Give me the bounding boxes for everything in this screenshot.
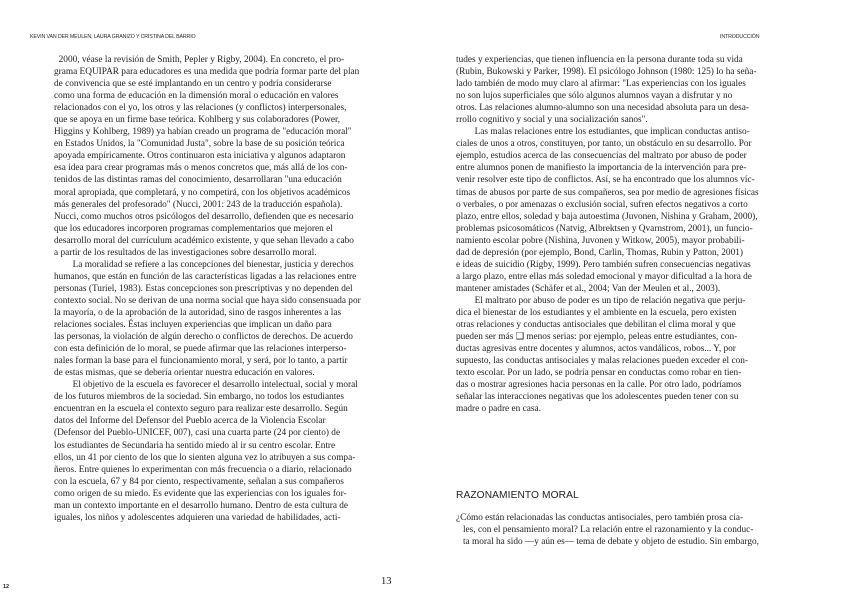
text-line: ñeros. Entre quienes lo experimentan con más frecuencia o a diario, relacionado	[54, 464, 352, 475]
text-line: esa idea para crear programas más o menos concretos que, más allá de los con-	[54, 163, 348, 174]
text-line: tudes y experiencias, que tienen influencia en la persona durante toda su vida	[456, 55, 743, 65]
text-line: datos del Informe del Defensor del Pueblo acerca de la Violencia Escolar	[54, 416, 326, 427]
text-line: las personas, la violación de algún derecho o conflictos de derechos. De acuerdo	[54, 332, 353, 343]
text-line: con la escuela, 67 y 84 por ciento, respectivamente, señalan a sus compañeros	[54, 476, 344, 487]
text-line: La moralidad se refiere a las concepciones del bienestar, justicia y derechos	[54, 259, 354, 270]
text-line: Las malas relaciones entre los estudiantes, que implican conductas antiso-	[456, 127, 750, 138]
text-line: señalar las interacciones negativas que los adolescentes pueden tener con su	[456, 392, 739, 403]
text-line: ejemplo, estudios acerca de las consecuencias del maltrato por abuso de poder	[456, 151, 747, 162]
text-line: en Estados Unidos, la "Comunidad Justa", sobre la base de su posición teórica	[54, 139, 345, 150]
text-line: (Rubin, Bukowski y Parker, 1998). El psicólogo Johnson (1980: 125) lo ha seña-	[456, 67, 757, 78]
text-line: Nucci, como muchos otros psicólogos del desarrollo, defienden que es necesario	[54, 211, 354, 222]
text-line: Higgins y Kohlberg, 1989) ya habían creado un programa de "educación moral"	[54, 127, 352, 138]
text-line: personas (Turiel, 1983). Estas concepciones son prescriptivas y no dependen del	[54, 283, 353, 294]
text-line: contexto social. No se derivan de una norma social que haya sido consensuada por	[54, 295, 361, 306]
text-line: con esta definición de lo moral, se puede afirmar que las relaciones interperso-	[54, 344, 347, 355]
text-line: das o mostrar agresiones hacia personas en la calle. Por otro lado, podríamos	[456, 380, 742, 391]
right-text-column	[456, 54, 759, 415]
running-header-chapter: INTRODUCCIÓN	[720, 34, 760, 40]
text-line: texto escolar. Por un lado, se podría pensar en conductas como robar en tien-	[456, 368, 742, 379]
text-line: ellos, un 41 por ciento de los que lo sienten alguna vez lo atribuyen a sus compa-	[54, 452, 356, 463]
text-line: entre alumnos ponen de manifiesto la importancia de la intervención para pre-	[456, 163, 747, 174]
text-line: supuesto, las conductas antisociales y malas relaciones pueden exceder el con-	[456, 356, 748, 367]
text-line: dica el bienestar de los estudiantes y el ambiente en la escuela, pero existen	[456, 307, 737, 318]
margin-page-number: 12	[3, 584, 10, 590]
text-line: ductas agresivas entre docentes y alumnos, actos vandálicos, robos... Y, por	[456, 344, 736, 355]
text-line: otras relaciones y conductas antisociales que debilitan el clima moral y que	[456, 320, 736, 331]
text-line: tenidos de las distintas ramas del conocimiento, desarrollaran "una educación	[54, 175, 342, 186]
running-header-authors: KEVIN VAN DER MEULEN, LAURA GRANIZO Y CRISTINA DEL BARRIO	[30, 34, 196, 40]
text-line: ciales de unos a otros, constituyen, por tanto, un obstáculo en su desarrollo. Por	[456, 139, 752, 150]
text-line: timas de abusos por parte de sus compañeros, sea por medio de agresiones físicas	[456, 187, 759, 198]
page-number: 13	[381, 576, 392, 587]
text-line: El maltrato por abuso de poder es un tipo de relación negativa que perju-	[456, 295, 746, 306]
text-line: a largo plazo, entre ellas más soledad emocional y mayor dificultad a la hora de	[456, 271, 752, 282]
text-line: más generales del profesorado" (Nucci, 2001: 243 de la traducción española).	[54, 199, 343, 210]
text-line: de convivencia que se esté implantando en un centro y podría considerarse	[54, 79, 332, 90]
text-line: los estudiantes de Secundaria ha sentido miedo al ir su centro escolar. Entre	[54, 440, 336, 451]
text-line: 2000, véase la revisión de Smith, Pepler y Rigby, 2004). En concreto, el pro-	[54, 55, 345, 65]
text-line: a partir de los resultados de las investigaciones sobre desarrollo moral.	[54, 247, 317, 258]
text-line: ¿Cómo están relacionadas las conductas antisociales, pero también prosa cia-	[456, 513, 744, 523]
text-line: apoyada empíricamente. Otros continuaron esta iniciativa y algunos adaptaron	[54, 151, 346, 162]
text-line: venir resolver este tipo de conflictos. Así, se ha encontrado que los alumnos víc-	[456, 175, 755, 186]
text-line: pueden ser más ❑ menos serias: por ejemplo, peleas entre estudiantes, con-	[456, 332, 738, 343]
text-line: la mayoría, o de la aprobación de la autoridad, sino de rasgos inherentes a las	[54, 307, 342, 318]
text-line: dad de depresión (por ejemplo, Bond, Carlin, Thomas, Rubin y Patton, 2001)	[456, 247, 743, 258]
text-line: o verbales, o por amenazas o exclusión social, sufren efectos negativos a corto	[456, 199, 748, 210]
text-line: (Defensor del Pueblo-UNICEF, 007), casi una cuarta parte (24 por ciento) de	[54, 428, 341, 439]
text-line: les, con el pensamiento moral? La relación entre el razonamiento y la conduc-	[456, 525, 754, 536]
text-line: de estas mismas, que se debería orientar nuestra educación en valores.	[54, 368, 315, 379]
text-line: como una forma de educación en la dimensión moral o educación en valores	[54, 91, 339, 102]
section-heading: RAZONAMIENTO MORAL	[456, 490, 579, 501]
text-line: relacionados con el yo, los otros y las relaciones (y conflictos) interpersonales,	[54, 103, 347, 114]
text-line: ta moral ha sido —y aún es— tema de debate y objeto de estudio. Sin embargo,	[456, 537, 759, 548]
text-line: madre o padre en casa.	[456, 404, 541, 415]
text-line: como origen de su miedo. Es evidente que las experiencias con los iguales for-	[54, 488, 347, 499]
text-line: nales forman la base para el funcionamiento moral, y será, por lo tanto, a partir	[54, 356, 348, 367]
text-line: El objetivo de la escuela es favorecer el desarrollo intelectual, social y moral	[54, 380, 358, 391]
text-line: que se apoya en un firme base teórica. Kohlberg y sus colaboradores (Power,	[54, 115, 341, 126]
text-line: moral apropiada, que completará, y no competirá, con los objetivos académicos	[54, 187, 351, 198]
text-line: no son lujos superficiales que sólo algunos alumnos vayan a disfrutar y no	[456, 91, 733, 102]
text-line: que los educadores incorporen programas complementarios que mejoren el	[54, 223, 333, 234]
text-line: e ideas de suicidio (Rigby, 1999). Pero también sufren consecuencias negativas	[456, 259, 751, 270]
text-line: man un contexto importante en el desarrollo humano. Dentro de esta cultura de	[54, 500, 349, 511]
text-line: rrollo cognitivo y social y una socialización sanos".	[456, 115, 648, 126]
text-line: iguales, los niños y adolescentes adquieren una variedad de habilidades, acti-	[54, 512, 341, 523]
text-line: grama EQUIPAR para educadores es una medida que podría formar parte del plan	[54, 67, 360, 78]
text-line: problemas psicosomáticos (Natvig, Albrektsen y Qvarnstrom, 2001), un funcio-	[456, 223, 753, 234]
text-line: desarrollo moral del currículum académico existente, y que sehan llevado a cabo	[54, 235, 354, 246]
left-text-column	[54, 54, 361, 524]
text-line: lado también de modo muy claro al afirmar: "Las experiencias con los iguales	[456, 79, 746, 90]
text-line: plazo, entre ellos, soledad y baja autoestima (Juvonen, Nishina y Graham, 2000),	[456, 211, 758, 222]
text-line: de los futuros miembros de la sociedad. Sin embargo, no todos los estudiantes	[54, 392, 345, 403]
text-line: encuentran en la escuela el contexto seguro para realizar este desarrollo. Según	[54, 404, 348, 415]
text-line: namiento escolar pobre (Nishina, Juvonen y Witkow, 2005), mayor probabili-	[456, 235, 745, 246]
text-line: relaciones sociales. Éstas incluyen experiencias que implican un daño para	[54, 320, 332, 331]
text-line: otros. Las relaciones alumno-alumno son una necesidad absoluta para un desa-	[456, 103, 750, 114]
text-line: mantener amistades (Schäfer et al., 2004; Van der Meulen et al., 2003).	[456, 283, 721, 294]
section-body-text	[456, 512, 759, 548]
text-line: humanos, que están en función de las características ligadas a las relaciones entre	[54, 271, 357, 282]
